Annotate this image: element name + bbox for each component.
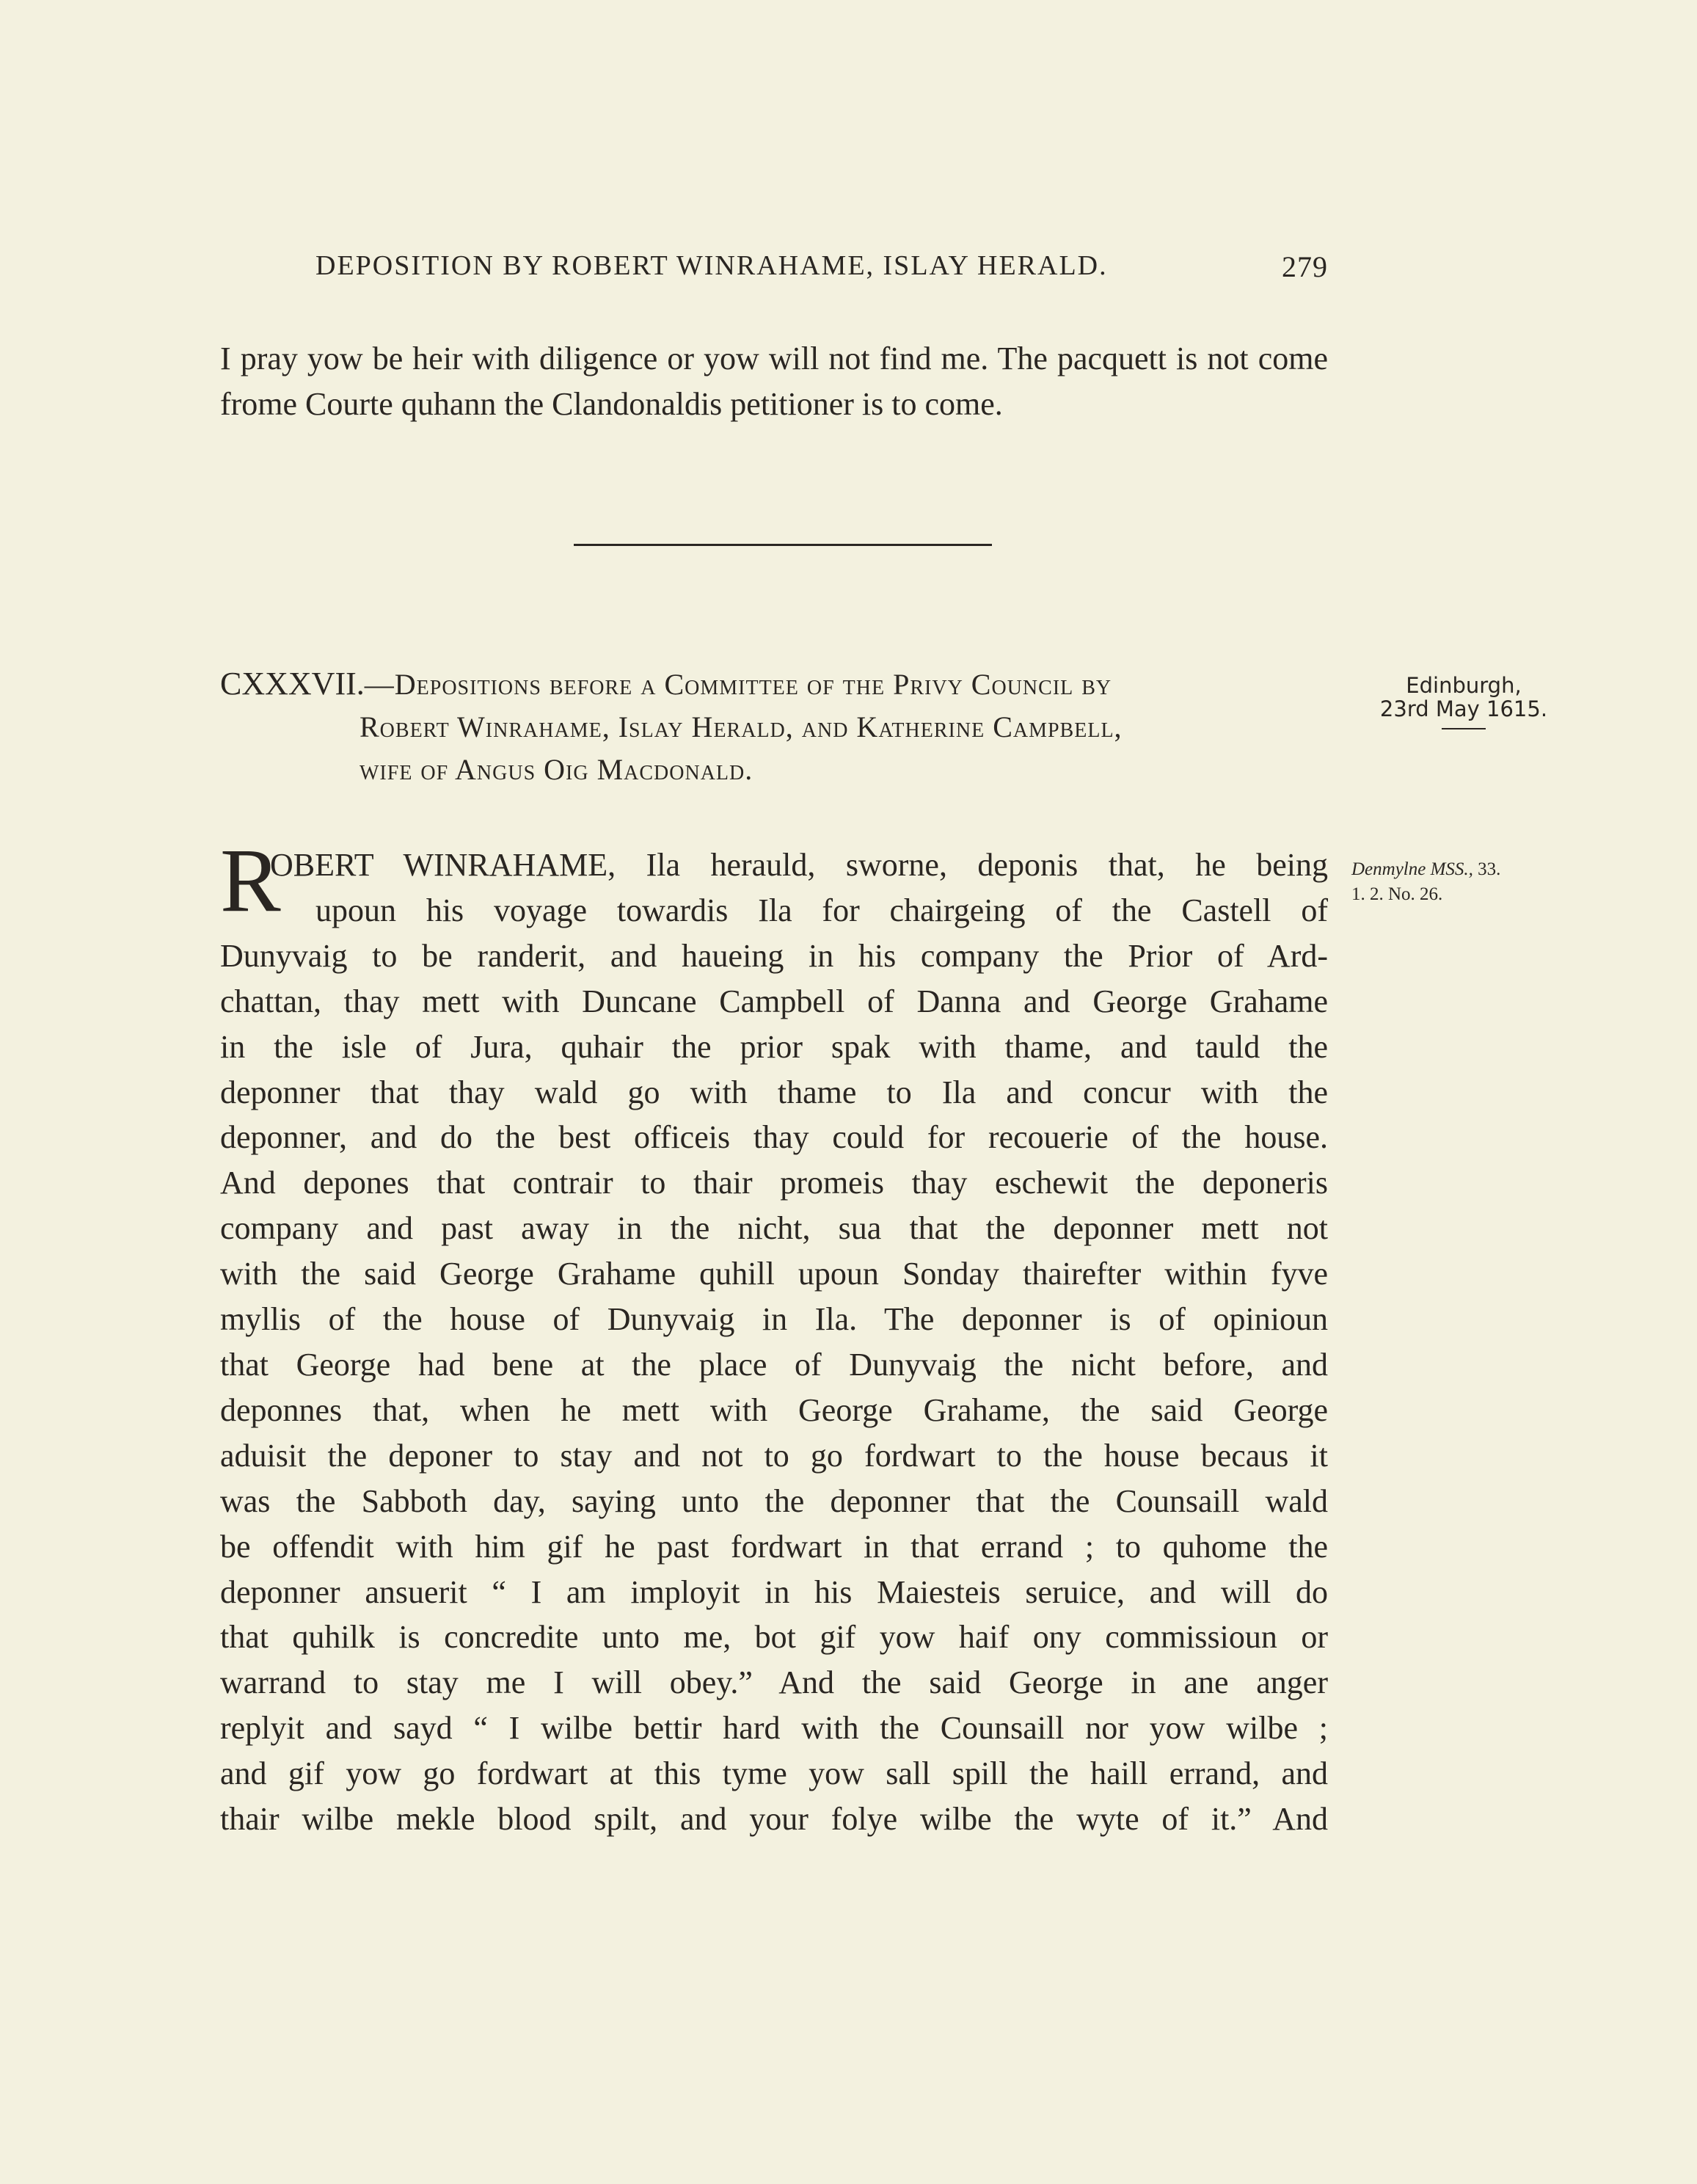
body-line: thair wilbe mekle blood spilt, and your folye wilbe the wyte of it.” And	[220, 1801, 1328, 1838]
document-heading	[220, 663, 1328, 791]
body-line: chattan, thay mett with Duncane Campbell of Danna and George Grahame	[220, 983, 1328, 1019]
body-line: in the isle of Jura, quhair the prior spak with thame, and tauld the	[220, 1028, 1328, 1065]
margin-place: Edinburgh,	[1406, 673, 1522, 698]
section-divider	[574, 544, 992, 546]
previous-document-paragraph: I pray yow be heir with diligence or yow will not find me. The pacquett is not come frome Courte quhann the Clandonaldis petitioner is to come.	[220, 341, 1328, 422]
body-line: with the said George Grahame quhill upoun Sonday thairefter within fyve	[220, 1256, 1328, 1292]
body-line: deponnes that, when he mett with George Grahame, the said George	[220, 1391, 1328, 1428]
page-number: 279	[1282, 250, 1328, 283]
body-line: deponner that thay wald go with thame to Ila and concur with the	[220, 1074, 1328, 1110]
source-ref-2: 1. 2. No. 26.	[1351, 884, 1443, 904]
body-line: was the Sabboth day, saying unto the deponner that the Counsaill wald	[220, 1482, 1328, 1519]
body-line: company and past away in the nicht, sua that the deponner mett not	[220, 1210, 1328, 1247]
source-title: Denmylne MSS.,	[1351, 859, 1473, 879]
heading-line-3: wife of Angus Oig Macdonald.	[360, 753, 753, 786]
margin-date-note	[1354, 674, 1574, 729]
margin-date-dash	[1442, 728, 1486, 729]
running-head-title: DEPOSITION BY ROBERT WINRAHAME, ISLAY HERALD.	[315, 250, 1108, 281]
previous-document-text	[220, 336, 1328, 427]
body-line: aduisit the deponer to stay and not to go fordwart to the house becaus it	[220, 1437, 1328, 1474]
body-line: warrand to stay me I will obey.” And the said George in ane anger	[220, 1664, 1328, 1701]
heading-line-1	[220, 663, 1328, 706]
source-ref-1: 33.	[1478, 859, 1501, 879]
body-line: and gif yow go fordwart at this tyme yow sall spill the haill errand, and	[220, 1755, 1328, 1792]
body-line: myllis of the house of Dunyvaig in Ila. The deponner is of opinioun	[220, 1301, 1328, 1338]
body-line: deponner ansuerit “ I am imployit in his Maiesteis seruice, and will do	[220, 1573, 1328, 1610]
body-line: deponner, and do the best officeis thay could for recouerie of the house.	[220, 1119, 1328, 1156]
drop-cap: R	[220, 830, 281, 931]
body-line: And depones that contrair to thair promeis thay eschewit the deponeris	[220, 1165, 1328, 1201]
heading-line-2: Robert Winrahame, Islay Herald, and Katherine Campbell,	[360, 710, 1123, 743]
document-number: CXXXVII.	[220, 666, 365, 702]
body-line: that quhilk is concredite unto me, bot gif yow haif ony commissioun or	[220, 1619, 1328, 1656]
body-line: upoun his voyage towardis Ila for chairgeing of the Castell of	[315, 892, 1328, 928]
body-line: be offendit with him gif he past fordwart in that errand ; to quhome the	[220, 1528, 1328, 1565]
body-line: Dunyvaig to be randerit, and haueing in his company the Prior of Ard-	[220, 937, 1328, 974]
body-line: replyit and sayd “ I wilbe bettir hard with the Counsaill nor yow wilbe ;	[220, 1710, 1328, 1747]
deposition-body	[220, 842, 1328, 1842]
margin-date: 23rd May 1615.	[1379, 696, 1548, 721]
body-line: that George had bene at the place of Dunyvaig the nicht before, and	[220, 1346, 1328, 1383]
body-line: OBERT WINRAHAME, Ila herauld, sworne, deponis that, he being	[270, 847, 1328, 883]
heading-text-1: —Depositions before a Committee of the Privy Council by	[364, 668, 1112, 701]
margin-source-note	[1351, 857, 1586, 907]
